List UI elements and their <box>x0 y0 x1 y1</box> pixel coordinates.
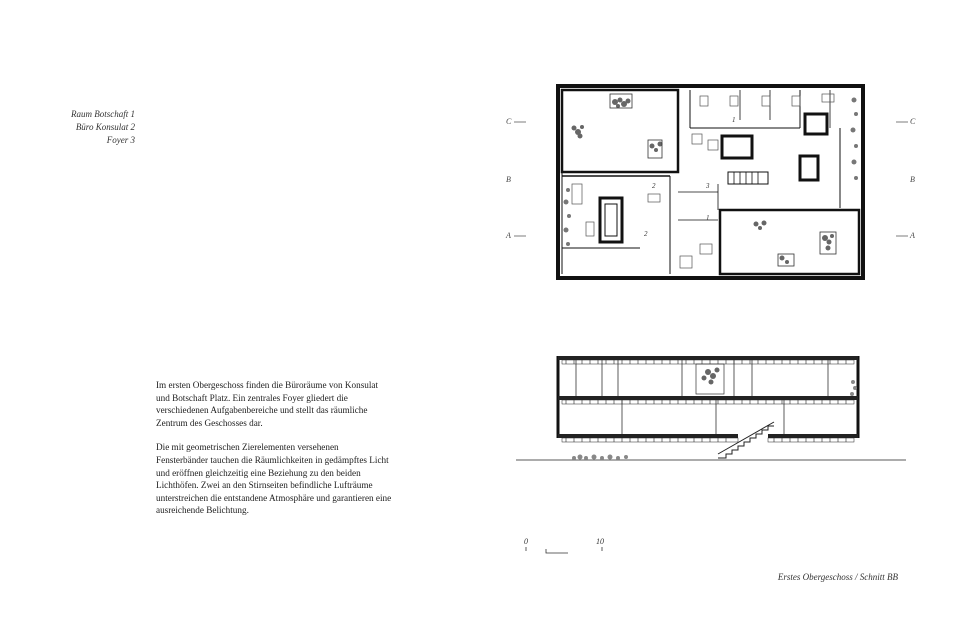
building-section <box>512 352 912 466</box>
section-slabs <box>558 356 858 438</box>
section-mark-b-right: B <box>910 175 915 184</box>
floor-plan <box>500 80 930 290</box>
drawing-caption: Erstes Obergeschoss / Schnitt BB <box>777 572 898 582</box>
scale-bar <box>520 536 620 560</box>
room-legend <box>40 108 135 147</box>
description-paragraph: Im ersten Obergeschoss finden die Büroräume von Konsulat und Botschaft Platz. Ein zentrales Foyer gliedert die verschiedenen Aufgabenbereiche und stellt das räumliche Zentrum des Geschosses dar. <box>156 380 379 428</box>
description-paragraph: Die mit geometrischen Zierelementen versehenen Fensterbänder tauchen die Räumlichkeiten in gedämpftes Licht und eröffnen gleichzeitig eine Beziehung zu den beiden Lichthöfen. Zwei an den Stirnseiten befindliche Lufträume unterstreichen die entstandene Atmosphäre und garantieren eine ausreichende Belichtung. <box>156 442 392 516</box>
interior-walls <box>562 90 840 274</box>
section-markers-left <box>505 117 526 240</box>
section-mark-a-left: A <box>506 231 511 240</box>
room-number: 1 <box>732 116 736 124</box>
section-mark-c-right: C <box>910 117 916 126</box>
courtyard-outline <box>696 364 724 394</box>
legend-item-konsulat: Büro Konsulat 2 <box>75 122 135 132</box>
courtyard-tree <box>702 368 720 385</box>
scale-end-label: 10 <box>596 537 604 546</box>
legend-item-botschaft: Raum Botschaft 1 <box>71 109 135 119</box>
section-mark-c-left: C <box>506 117 512 126</box>
room-number: 2 <box>652 182 656 190</box>
scale-bar-line <box>546 549 568 553</box>
room-number: 3 <box>706 182 710 190</box>
light-court-left <box>562 90 678 172</box>
section-mark-a-right: A <box>910 231 915 240</box>
scale-start-label: 0 <box>524 537 528 546</box>
legend-item-foyer: Foyer 3 <box>106 135 135 145</box>
section-planting-right <box>850 380 857 396</box>
building-cores <box>600 114 827 242</box>
room-number: 1 <box>706 214 710 222</box>
light-court-right <box>720 210 859 274</box>
description-text <box>156 379 392 529</box>
ground-planting <box>572 455 628 461</box>
section-mark-b-left: B <box>506 175 511 184</box>
room-number: 2 <box>644 230 648 238</box>
section-markers-right <box>896 117 916 240</box>
